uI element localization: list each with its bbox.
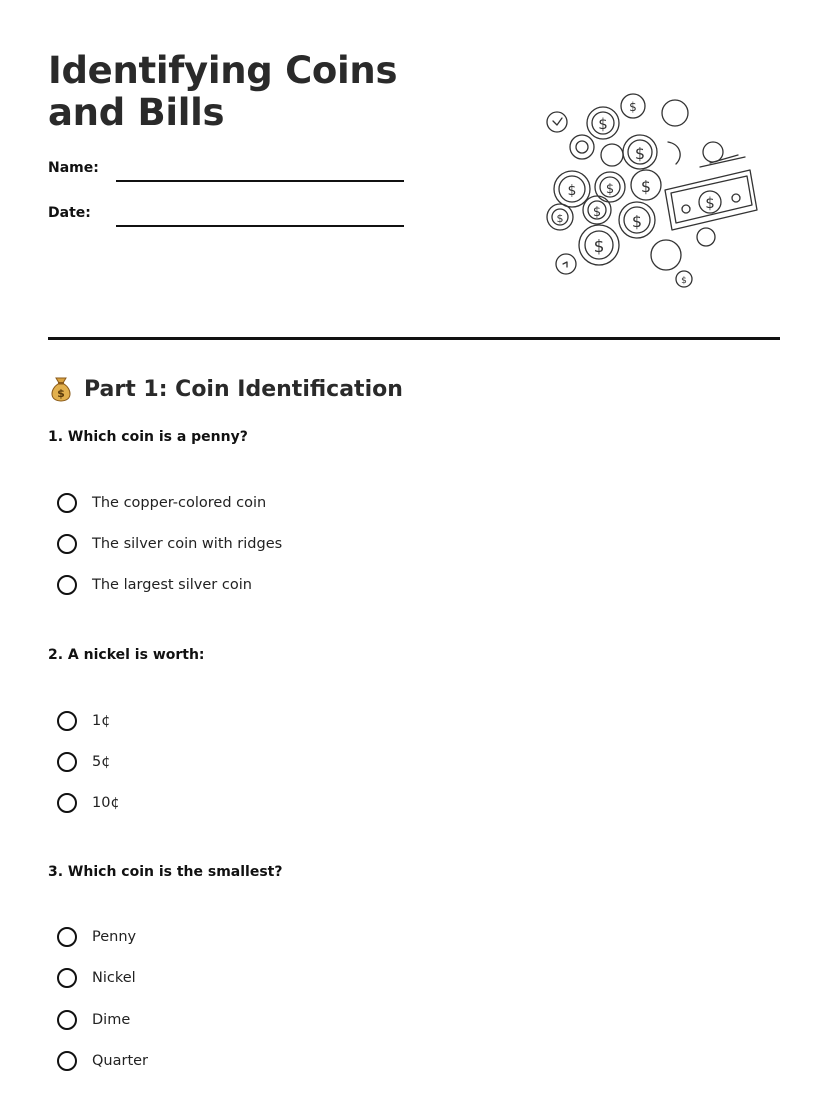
question-3: 3. Which coin is the smallest? <box>48 864 283 880</box>
money-bag-icon <box>48 375 74 403</box>
radio-button[interactable] <box>57 575 77 595</box>
svg-text:$: $ <box>681 276 687 286</box>
part1-heading-text: Part 1: Coin Identification <box>84 376 403 402</box>
name-field-line[interactable] <box>116 180 404 182</box>
coin-icons <box>547 94 723 287</box>
question-2: 2. A nickel is worth: <box>48 647 205 663</box>
option-label: 10¢ <box>92 795 120 811</box>
radio-button[interactable] <box>57 493 77 513</box>
q3-option-1[interactable] <box>57 924 136 950</box>
svg-text:$: $ <box>593 237 605 257</box>
svg-text:$: $ <box>705 194 715 212</box>
svg-text:$: $ <box>605 182 615 197</box>
option-label: Penny <box>92 929 137 945</box>
option-label: Nickel <box>92 970 136 986</box>
radio-button[interactable] <box>57 752 77 772</box>
name-label: Name: <box>48 160 99 176</box>
radio-button[interactable] <box>57 711 77 731</box>
svg-text:$: $ <box>592 205 602 220</box>
svg-text:$: $ <box>634 144 646 163</box>
date-field-line[interactable] <box>116 225 404 227</box>
svg-text:$: $ <box>631 212 643 231</box>
worksheet-title: Identifying Coins and Bills <box>48 49 398 134</box>
option-label: The largest silver coin <box>92 577 252 593</box>
q3-option-4[interactable] <box>57 1048 148 1074</box>
svg-text:$: $ <box>556 212 564 225</box>
option-label: 1¢ <box>92 713 111 729</box>
q1-option-1[interactable] <box>57 490 266 516</box>
svg-text:$: $ <box>567 183 577 199</box>
svg-text:$: $ <box>629 100 637 114</box>
date-label: Date: <box>48 205 91 221</box>
svg-text:$: $ <box>57 387 65 400</box>
option-label: The copper-colored coin <box>92 495 267 511</box>
radio-button[interactable] <box>57 1010 77 1030</box>
q2-option-3[interactable] <box>57 790 120 816</box>
dollar-bill-icon <box>665 155 757 230</box>
section-divider <box>48 337 780 340</box>
svg-text:$: $ <box>640 177 652 196</box>
q2-option-1[interactable] <box>57 708 110 734</box>
q2-option-2[interactable] <box>57 749 110 775</box>
radio-button[interactable] <box>57 534 77 554</box>
option-label: Quarter <box>92 1053 149 1069</box>
q1-option-3[interactable] <box>57 572 252 598</box>
q3-option-2[interactable] <box>57 965 136 991</box>
radio-button[interactable] <box>57 793 77 813</box>
option-label: Dime <box>92 1012 131 1028</box>
option-label: The silver coin with ridges <box>92 536 283 552</box>
question-1: 1. Which coin is a penny? <box>48 429 248 445</box>
part1-heading <box>48 373 403 405</box>
radio-button[interactable] <box>57 968 77 988</box>
q1-option-2[interactable] <box>57 531 282 557</box>
option-label: 5¢ <box>92 754 111 770</box>
coins-and-bill-illustration <box>540 92 765 292</box>
svg-text:$: $ <box>598 115 608 133</box>
q3-option-3[interactable] <box>57 1007 130 1033</box>
radio-button[interactable] <box>57 927 77 947</box>
radio-button[interactable] <box>57 1051 77 1071</box>
